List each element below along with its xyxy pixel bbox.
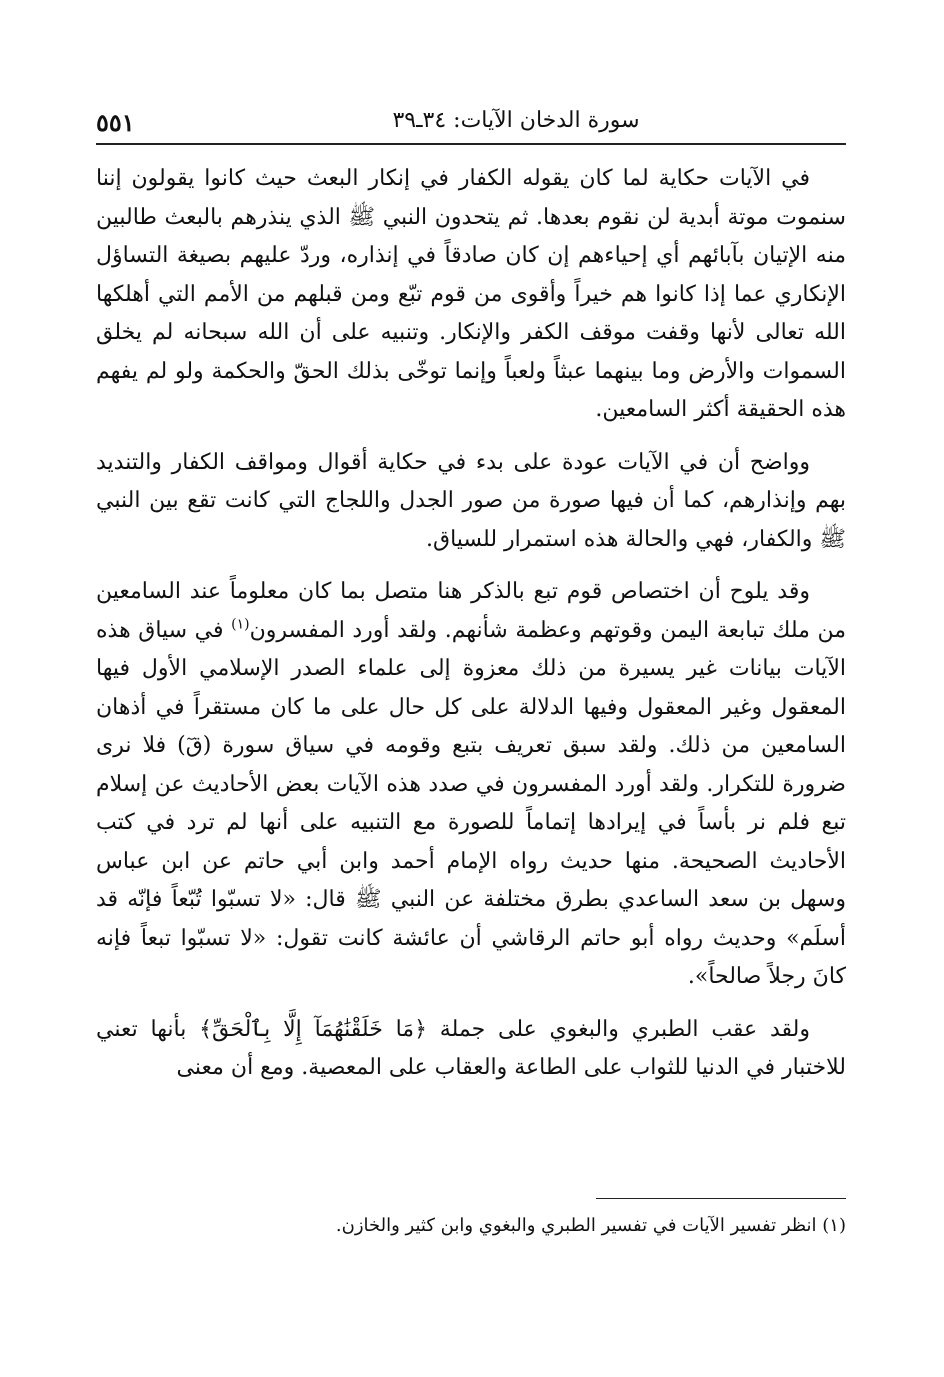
quran-verse-quote: ﴿مَا خَلَقْنَٰهُمَآ إِلَّا بِٱلْحَقِّ﴾: [199, 1016, 427, 1042]
paragraph-3-text-a: وقد يلوح أن اختصاص قوم تبع بالذكر هنا متصل بما كان معلوماً عند السامعين من ملك تبابعة اليمن وقوتهم وعظمة شأنهم. ولقد أورد المفسرون: [96, 579, 846, 643]
paragraph-4: [96, 1011, 846, 1088]
paragraph-4-text-a: ولقد عقب الطبري والبغوي على جملة: [426, 1016, 810, 1042]
paragraph-4-text-b: بأنها تعني للاختبار في الدنيا للثواب على الطاعة والعقاب على المعصية. ومع أن معنى: [96, 1016, 846, 1080]
body-text: [96, 160, 846, 1102]
header-divider: [96, 143, 846, 145]
footnote-divider: [596, 1198, 846, 1199]
running-title: سورة الدخان الآيات: ٣٤ـ٣٩: [392, 108, 640, 133]
paragraph-2: وواضح أن في الآيات عودة على بدء في حكاية أقوال ومواقف الكفار والتنديد بهم وإنذارهم، كما أن فيها صورة من صور الجدل واللجاج التي كانت تقع بين النبي ﷺ والكفار، فهي والحالة هذه استمرار للسياق.: [96, 449, 846, 552]
paragraph-3: [96, 573, 846, 997]
paragraph-3-text-b: في سياق هذه الآيات بيانات غير يسيرة من ذلك معزوة إلى علماء الصدر الإسلامي الأول فيها المعقول وغير المعقول وفيها الدلالة على كل حال على ما كان مستقراً في أذهان السامعين من ذلك. ولقد سبق تعريف بتبع وقومه في سياق سورة (قٓ) فلا نرى ضرورة للتكرار. ولقد أورد المفسرون في صدد هذه الآيات بعض الأحاديث عن إسلام تبع فلم نر بأساً في إيرادها إتماماً للصورة مع التنبيه على أنها لم ترد في كتب الأحاديث الصحيحة. منها حديث رواه الإمام أحمد وابن أبي حاتم عن ابن عباس وسهل بن سعد الساعدي بطرق مختلفة عن النبي ﷺ قال: «لا تسبّوا تُبّعاً فإنّه قد أسلَم» وحديث رواه أبو حاتم الرقاشي أن عائشة كانت تقول: «لا تسبّوا تبعاً فإنه كانَ رجلاً صالحاً».: [96, 617, 847, 989]
footnote-reference: (١): [231, 616, 250, 633]
paragraph-1: في الآيات حكاية لما كان يقوله الكفار في إنكار البعث حيث كانوا يقولون إننا سنموت موتة أبدية لن نقوم بعدها. ثم يتحدون النبي ﷺ الذي ينذرهم بالبعث طالبين منه الإتيان بآبائهم أي إحياءهم إن كان صادقاً في إنذاره، وردّ عليهم بصيغة التساؤل الإنكاري عما إذا كانوا هم خيراً وأقوى من قوم تبّع ومن قبلهم من الأمم التي أهلكها الله تعالى لأنها وقفت موقف الكفر والإنكار. وتنبيه على أن الله سبحانه لم يخلق السموات والأرض وما بينهما عبثاً ولعباً وإنما توخّى بذلك الحقّ والحكمة ولو لم يفهم هذه الحقيقة أكثر السامعين.: [96, 166, 846, 422]
page-header: [96, 100, 846, 140]
footnote: (١) انظر تفسير الآيات في تفسير الطبري والبغوي وابن كثير والخازن.: [335, 1215, 846, 1236]
page-number: ٥٥١: [96, 108, 135, 137]
